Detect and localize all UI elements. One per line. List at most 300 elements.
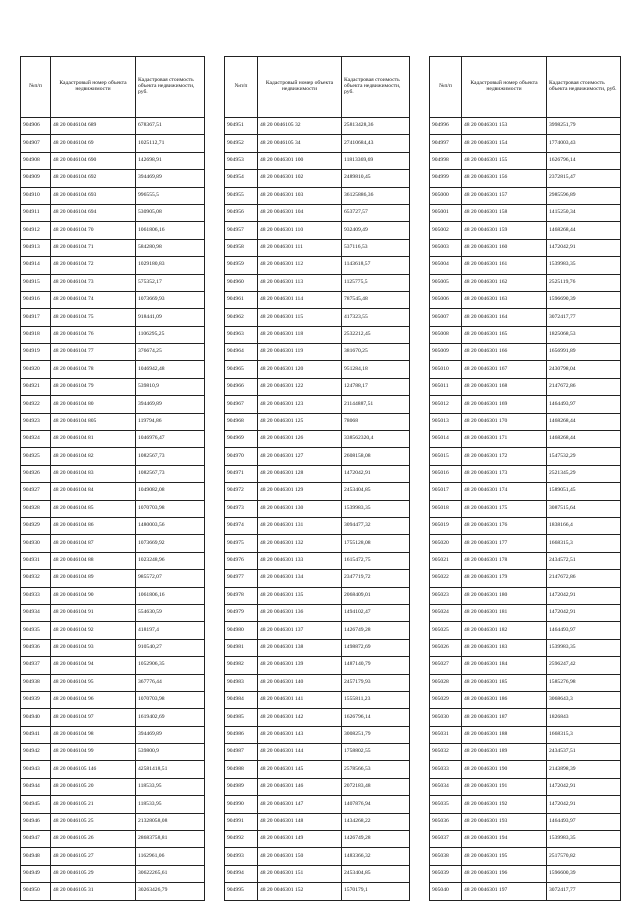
cell-cadastral-value: 1758802,55 bbox=[342, 744, 410, 761]
cell-cadastral-value: 1615472,75 bbox=[342, 552, 410, 569]
cell-num: 904923 bbox=[21, 413, 51, 430]
cell-cadastral-number: 48 20 0046301 144 bbox=[258, 744, 342, 761]
cell-cadastral-number: 48 20 0046104 96 bbox=[51, 691, 136, 708]
cell-num: 904986 bbox=[225, 726, 258, 743]
cell-cadastral-value: 1464493,97 bbox=[547, 622, 621, 639]
cell-cadastral-number: 48 20 0046301 125 bbox=[258, 413, 342, 430]
table-row bbox=[21, 239, 205, 256]
cell-cadastral-number: 48 20 0046104 690 bbox=[51, 152, 136, 169]
cell-cadastral-value: 1539983,35 bbox=[342, 500, 410, 517]
cell-cadastral-value: 1426749,28 bbox=[342, 831, 410, 848]
cell-num: 904931 bbox=[21, 552, 51, 569]
cell-cadastral-value: 1626796,14 bbox=[547, 152, 621, 169]
table-row bbox=[21, 691, 205, 708]
cell-cadastral-value: 1774003,43 bbox=[547, 135, 621, 152]
cell-cadastral-value: 1755128,08 bbox=[342, 535, 410, 552]
cell-cadastral-value: 2372815,47 bbox=[547, 170, 621, 187]
cadastral-table-3 bbox=[429, 56, 621, 901]
table-row bbox=[225, 222, 410, 239]
cell-cadastral-number: 48 20 0046104 76 bbox=[51, 326, 136, 343]
cell-cadastral-number: 48 20 0046104 692 bbox=[51, 170, 136, 187]
cell-cadastral-value: 932409,49 bbox=[342, 222, 410, 239]
cell-num: 905007 bbox=[430, 309, 462, 326]
cell-num: 904978 bbox=[225, 587, 258, 604]
cell-num: 904942 bbox=[21, 744, 51, 761]
cell-cadastral-number: 48 20 0046301 130 bbox=[258, 500, 342, 517]
cell-cadastral-number: 48 20 0046301 127 bbox=[258, 448, 342, 465]
cell-num: 904948 bbox=[21, 848, 51, 865]
cell-cadastral-value: 1626796,14 bbox=[342, 709, 410, 726]
cell-cadastral-number: 48 20 0046301 158 bbox=[462, 204, 547, 221]
cell-cadastral-value: 42581418,51 bbox=[136, 761, 205, 778]
cell-cadastral-number: 48 20 0046104 89 bbox=[51, 570, 136, 587]
table-row bbox=[225, 778, 410, 795]
table-row bbox=[225, 744, 410, 761]
cell-cadastral-value: 2985596,89 bbox=[547, 187, 621, 204]
cell-cadastral-value: 2578566,53 bbox=[342, 761, 410, 778]
cell-cadastral-value: 1434268,22 bbox=[342, 813, 410, 830]
cell-num: 905008 bbox=[430, 326, 462, 343]
cell-cadastral-number: 48 20 0046301 136 bbox=[258, 604, 342, 621]
cell-cadastral-number: 48 20 0046301 173 bbox=[462, 465, 547, 482]
cell-cadastral-number: 48 20 0046301 190 bbox=[462, 761, 547, 778]
cell-num: 905009 bbox=[430, 344, 462, 361]
cell-num: 904950 bbox=[21, 883, 51, 900]
cell-cadastral-number: 48 20 0046104 92 bbox=[51, 622, 136, 639]
cell-cadastral-value: 1025112,71 bbox=[136, 135, 205, 152]
table-row bbox=[430, 709, 621, 726]
cell-num: 904906 bbox=[21, 118, 51, 135]
cell-num: 905002 bbox=[430, 222, 462, 239]
table-row bbox=[430, 361, 621, 378]
cell-cadastral-number: 48 20 0046301 171 bbox=[462, 431, 547, 448]
cell-cadastral-number: 48 20 0046301 184 bbox=[462, 657, 547, 674]
cell-cadastral-value: 142698,91 bbox=[136, 152, 205, 169]
cell-cadastral-number: 48 20 0046301 155 bbox=[462, 152, 547, 169]
cell-cadastral-number: 48 20 0046301 118 bbox=[258, 326, 342, 343]
cell-cadastral-value: 530905,08 bbox=[136, 204, 205, 221]
table-row bbox=[225, 552, 410, 569]
table-row bbox=[21, 552, 205, 569]
cell-cadastral-value: 417323,55 bbox=[342, 309, 410, 326]
cell-num: 904927 bbox=[21, 483, 51, 500]
table-row bbox=[21, 204, 205, 221]
cell-cadastral-number: 48 20 0046301 134 bbox=[258, 570, 342, 587]
cell-cadastral-number: 48 20 0046104 80 bbox=[51, 396, 136, 413]
table-row bbox=[225, 831, 410, 848]
cell-cadastral-number: 48 20 0046301 191 bbox=[462, 778, 547, 795]
table-row bbox=[225, 274, 410, 291]
cell-cadastral-number: 48 20 0046301 164 bbox=[462, 309, 547, 326]
cell-cadastral-number: 48 20 0046104 82 bbox=[51, 448, 136, 465]
cell-num: 905035 bbox=[430, 796, 462, 813]
table-row bbox=[430, 535, 621, 552]
cell-cadastral-number: 48 20 0046105 27 bbox=[51, 848, 136, 865]
cell-cadastral-number: 48 20 0046301 131 bbox=[258, 517, 342, 534]
cell-cadastral-number: 48 20 0046104 79 bbox=[51, 378, 136, 395]
cell-num: 904908 bbox=[21, 152, 51, 169]
cell-num: 905001 bbox=[430, 204, 462, 221]
cell-cadastral-number: 48 20 0046104 74 bbox=[51, 291, 136, 308]
cell-num: 905031 bbox=[430, 726, 462, 743]
cell-cadastral-value: 1589051,45 bbox=[547, 483, 621, 500]
cell-cadastral-value: 2434537,51 bbox=[547, 744, 621, 761]
cell-cadastral-number: 48 20 0046105 20 bbox=[51, 778, 136, 795]
table-row bbox=[225, 813, 410, 830]
table-row bbox=[225, 396, 410, 413]
table-row bbox=[430, 552, 621, 569]
cell-cadastral-value: 1596690,39 bbox=[547, 291, 621, 308]
cell-cadastral-number: 48 20 0046301 186 bbox=[462, 691, 547, 708]
header-num: №п/п bbox=[225, 57, 258, 118]
cell-cadastral-number: 48 20 0046301 196 bbox=[462, 865, 547, 882]
cell-num: 904965 bbox=[225, 361, 258, 378]
cell-num: 904989 bbox=[225, 778, 258, 795]
cell-cadastral-number: 48 20 0046105 146 bbox=[51, 761, 136, 778]
cell-num: 905024 bbox=[430, 604, 462, 621]
table-row bbox=[430, 831, 621, 848]
cell-cadastral-value: 28683758,81 bbox=[136, 831, 205, 848]
table-row bbox=[225, 361, 410, 378]
cell-cadastral-number: 48 20 0046104 87 bbox=[51, 535, 136, 552]
table-row bbox=[225, 796, 410, 813]
table-row bbox=[225, 622, 410, 639]
cell-cadastral-value: 1061806,16 bbox=[136, 587, 205, 604]
table-row bbox=[225, 883, 410, 900]
cell-cadastral-value: 118533,95 bbox=[136, 796, 205, 813]
cell-cadastral-number: 48 20 0046104 805 bbox=[51, 413, 136, 430]
cell-cadastral-number: 48 20 0046301 102 bbox=[258, 170, 342, 187]
cell-num: 904985 bbox=[225, 709, 258, 726]
cell-cadastral-number: 48 20 0046104 73 bbox=[51, 274, 136, 291]
cell-cadastral-value: 678367,51 bbox=[136, 118, 205, 135]
table-row bbox=[21, 761, 205, 778]
table-row bbox=[21, 152, 205, 169]
cell-cadastral-number: 48 20 0046105 34 bbox=[258, 135, 342, 152]
cell-cadastral-number: 48 20 0046301 146 bbox=[258, 778, 342, 795]
cell-cadastral-number: 48 20 0046104 78 bbox=[51, 361, 136, 378]
table-row bbox=[430, 118, 621, 135]
cell-num: 905019 bbox=[430, 517, 462, 534]
cell-cadastral-value: 27410684,43 bbox=[342, 135, 410, 152]
cell-cadastral-value: 2489810,45 bbox=[342, 170, 410, 187]
table-row bbox=[225, 257, 410, 274]
table-row bbox=[21, 674, 205, 691]
table-row bbox=[430, 500, 621, 517]
cell-cadastral-number: 48 20 0046104 69 bbox=[51, 135, 136, 152]
cell-num: 904928 bbox=[21, 500, 51, 517]
cell-cadastral-number: 48 20 0046301 159 bbox=[462, 222, 547, 239]
cell-cadastral-value: 119794,86 bbox=[136, 413, 205, 430]
cell-num: 904937 bbox=[21, 657, 51, 674]
cell-num: 904966 bbox=[225, 378, 258, 395]
cell-cadastral-value: 1426749,28 bbox=[342, 622, 410, 639]
cell-cadastral-number: 48 20 0046301 114 bbox=[258, 291, 342, 308]
cell-cadastral-number: 48 20 0046104 85 bbox=[51, 500, 136, 517]
cell-cadastral-number: 48 20 0046104 71 bbox=[51, 239, 136, 256]
table-row bbox=[430, 204, 621, 221]
cell-num: 905033 bbox=[430, 761, 462, 778]
table-row bbox=[21, 778, 205, 795]
table-row bbox=[21, 726, 205, 743]
cell-cadastral-value: 1407876,94 bbox=[342, 796, 410, 813]
table-row bbox=[430, 639, 621, 656]
table-row bbox=[225, 865, 410, 882]
cell-num: 904972 bbox=[225, 483, 258, 500]
cell-num: 904959 bbox=[225, 257, 258, 274]
cell-num: 904968 bbox=[225, 413, 258, 430]
header-num: №п/п bbox=[430, 57, 462, 118]
table-row bbox=[430, 570, 621, 587]
cell-num: 904962 bbox=[225, 309, 258, 326]
cell-num: 904973 bbox=[225, 500, 258, 517]
cell-cadastral-value: 2525119,76 bbox=[547, 274, 621, 291]
cell-num: 905028 bbox=[430, 674, 462, 691]
cell-cadastral-number: 48 20 0046104 70 bbox=[51, 222, 136, 239]
cell-cadastral-number: 48 20 0046301 187 bbox=[462, 709, 547, 726]
cell-num: 905020 bbox=[430, 535, 462, 552]
cell-cadastral-value: 1070703,98 bbox=[136, 691, 205, 708]
cell-num: 904997 bbox=[430, 135, 462, 152]
table-row bbox=[21, 170, 205, 187]
cell-num: 904922 bbox=[21, 396, 51, 413]
cell-cadastral-number: 48 20 0046105 25 bbox=[51, 813, 136, 830]
cell-num: 905003 bbox=[430, 239, 462, 256]
cell-num: 905027 bbox=[430, 657, 462, 674]
table-row bbox=[225, 413, 410, 430]
table-row bbox=[225, 657, 410, 674]
cell-cadastral-value: 1472042,91 bbox=[547, 604, 621, 621]
cell-num: 905026 bbox=[430, 639, 462, 656]
cell-cadastral-value: 951284,18 bbox=[342, 361, 410, 378]
cell-cadastral-number: 48 20 0046301 122 bbox=[258, 378, 342, 395]
cell-num: 904954 bbox=[225, 170, 258, 187]
cell-cadastral-value: 338562320,4 bbox=[342, 431, 410, 448]
header-value: Кадастровая стоимость объекта недвижимости, руб. bbox=[342, 57, 410, 118]
header-cadastral: Кадастровый номер объекта недвижимости bbox=[51, 57, 136, 118]
cell-num: 904964 bbox=[225, 344, 258, 361]
cell-cadastral-number: 48 20 0046104 91 bbox=[51, 604, 136, 621]
cell-cadastral-number: 48 20 0046301 179 bbox=[462, 570, 547, 587]
cell-cadastral-value: 1668315,3 bbox=[547, 726, 621, 743]
table-row bbox=[430, 239, 621, 256]
cell-num: 904910 bbox=[21, 187, 51, 204]
table-row bbox=[21, 483, 205, 500]
cell-num: 904957 bbox=[225, 222, 258, 239]
cell-cadastral-number: 48 20 0046104 93 bbox=[51, 639, 136, 656]
cell-cadastral-value: 25813428,36 bbox=[342, 118, 410, 135]
table-row bbox=[430, 778, 621, 795]
cell-cadastral-value: 3008251,79 bbox=[342, 726, 410, 743]
cell-num: 904987 bbox=[225, 744, 258, 761]
cell-num: 904963 bbox=[225, 326, 258, 343]
cell-num: 904946 bbox=[21, 813, 51, 830]
table-row bbox=[430, 691, 621, 708]
table-row bbox=[225, 674, 410, 691]
cell-cadastral-number: 48 20 0046301 151 bbox=[258, 865, 342, 882]
cell-cadastral-number: 48 20 0046301 115 bbox=[258, 309, 342, 326]
cell-cadastral-value: 2457179,93 bbox=[342, 674, 410, 691]
cell-num: 905018 bbox=[430, 500, 462, 517]
cell-cadastral-number: 48 20 0046301 149 bbox=[258, 831, 342, 848]
cell-num: 904969 bbox=[225, 431, 258, 448]
cell-cadastral-value: 394469,89 bbox=[136, 726, 205, 743]
cell-cadastral-number: 48 20 0046301 100 bbox=[258, 152, 342, 169]
table-row bbox=[21, 222, 205, 239]
cell-num: 904996 bbox=[430, 118, 462, 135]
cell-cadastral-value: 1073669,93 bbox=[136, 291, 205, 308]
table-body bbox=[430, 118, 621, 901]
cell-num: 904975 bbox=[225, 535, 258, 552]
table-row bbox=[21, 309, 205, 326]
table-row bbox=[430, 604, 621, 621]
table-row bbox=[430, 396, 621, 413]
cell-num: 904914 bbox=[21, 257, 51, 274]
cell-num: 905030 bbox=[430, 709, 462, 726]
cell-cadastral-value: 30263426,79 bbox=[136, 883, 205, 900]
cell-cadastral-number: 48 20 0046301 183 bbox=[462, 639, 547, 656]
cell-cadastral-number: 48 20 0046301 133 bbox=[258, 552, 342, 569]
cell-cadastral-value: 78068 bbox=[342, 413, 410, 430]
cell-cadastral-value: 1472042,91 bbox=[547, 239, 621, 256]
cell-num: 904952 bbox=[225, 135, 258, 152]
header-cadastral: Кадастровый номер объекта недвижимости bbox=[258, 57, 342, 118]
table-row bbox=[225, 691, 410, 708]
cell-cadastral-value: 3068643,3 bbox=[547, 691, 621, 708]
table-row bbox=[21, 500, 205, 517]
table-row bbox=[225, 726, 410, 743]
cell-num: 904951 bbox=[225, 118, 258, 135]
cell-num: 905021 bbox=[430, 552, 462, 569]
table-row bbox=[225, 587, 410, 604]
cell-cadastral-value: 1656991,89 bbox=[547, 344, 621, 361]
table-header-row bbox=[225, 57, 410, 118]
cell-cadastral-number: 48 20 0046301 150 bbox=[258, 848, 342, 865]
table-row bbox=[430, 309, 621, 326]
cell-cadastral-value: 1472042,91 bbox=[547, 778, 621, 795]
cell-num: 904925 bbox=[21, 448, 51, 465]
cell-num: 905000 bbox=[430, 187, 462, 204]
cell-cadastral-value: 1070703,98 bbox=[136, 500, 205, 517]
cell-cadastral-value: 2521345,29 bbox=[547, 465, 621, 482]
cell-cadastral-number: 48 20 0046104 75 bbox=[51, 309, 136, 326]
cell-cadastral-number: 48 20 0046301 195 bbox=[462, 848, 547, 865]
cell-cadastral-value: 394469,89 bbox=[136, 396, 205, 413]
cell-cadastral-number: 48 20 0046104 693 bbox=[51, 187, 136, 204]
table-row bbox=[21, 639, 205, 656]
table-row bbox=[225, 761, 410, 778]
table-row bbox=[21, 535, 205, 552]
cell-num: 904945 bbox=[21, 796, 51, 813]
table-row bbox=[430, 622, 621, 639]
cell-cadastral-value: 1539983,35 bbox=[547, 257, 621, 274]
cell-cadastral-value: 787545,48 bbox=[342, 291, 410, 308]
cell-num: 905012 bbox=[430, 396, 462, 413]
cell-num: 904918 bbox=[21, 326, 51, 343]
table-row bbox=[225, 639, 410, 656]
cell-num: 904924 bbox=[21, 431, 51, 448]
table-row bbox=[21, 291, 205, 308]
cell-cadastral-number: 48 20 0046301 194 bbox=[462, 831, 547, 848]
cell-num: 904976 bbox=[225, 552, 258, 569]
table-row bbox=[430, 865, 621, 882]
cell-cadastral-value: 1468268,44 bbox=[547, 431, 621, 448]
cell-num: 904919 bbox=[21, 344, 51, 361]
cell-cadastral-number: 48 20 0046301 147 bbox=[258, 796, 342, 813]
cell-num: 905039 bbox=[430, 865, 462, 882]
cell-num: 904939 bbox=[21, 691, 51, 708]
table-row bbox=[430, 744, 621, 761]
cell-num: 904921 bbox=[21, 378, 51, 395]
cell-cadastral-value: 1082567,73 bbox=[136, 465, 205, 482]
table-row bbox=[21, 709, 205, 726]
cadastral-table-1 bbox=[20, 56, 205, 901]
cell-num: 904911 bbox=[21, 204, 51, 221]
table-row bbox=[225, 344, 410, 361]
table-row bbox=[430, 465, 621, 482]
table-row bbox=[430, 170, 621, 187]
cell-cadastral-number: 48 20 0046301 152 bbox=[258, 883, 342, 900]
cell-num: 904941 bbox=[21, 726, 51, 743]
cell-cadastral-number: 48 20 0046104 72 bbox=[51, 257, 136, 274]
table-row bbox=[430, 413, 621, 430]
cell-num: 904960 bbox=[225, 274, 258, 291]
cell-num: 904992 bbox=[225, 831, 258, 848]
table-header-row bbox=[21, 57, 205, 118]
cell-cadastral-number: 48 20 0046301 175 bbox=[462, 500, 547, 517]
cell-cadastral-value: 2068409,01 bbox=[342, 587, 410, 604]
cell-cadastral-value: 1825068,53 bbox=[547, 326, 621, 343]
table-row bbox=[21, 865, 205, 882]
cell-cadastral-number: 48 20 0046301 160 bbox=[462, 239, 547, 256]
table-row bbox=[430, 152, 621, 169]
cell-cadastral-value: 575352,17 bbox=[136, 274, 205, 291]
table-row bbox=[225, 535, 410, 552]
cell-cadastral-value: 1494102,47 bbox=[342, 604, 410, 621]
cell-num: 905004 bbox=[430, 257, 462, 274]
cell-cadastral-value: 985572,07 bbox=[136, 570, 205, 587]
cell-cadastral-number: 48 20 0046301 193 bbox=[462, 813, 547, 830]
table-row bbox=[225, 604, 410, 621]
cell-cadastral-value: 1029180,83 bbox=[136, 257, 205, 274]
cell-num: 904930 bbox=[21, 535, 51, 552]
table-row bbox=[225, 570, 410, 587]
table-body bbox=[21, 118, 205, 901]
cell-cadastral-number: 48 20 0046301 137 bbox=[258, 622, 342, 639]
cell-num: 904949 bbox=[21, 865, 51, 882]
cell-num: 904999 bbox=[430, 170, 462, 187]
cell-cadastral-number: 48 20 0046301 123 bbox=[258, 396, 342, 413]
cell-cadastral-number: 48 20 0046301 188 bbox=[462, 726, 547, 743]
cell-cadastral-number: 48 20 0046301 168 bbox=[462, 378, 547, 395]
cell-cadastral-number: 48 20 0046104 99 bbox=[51, 744, 136, 761]
cell-cadastral-number: 48 20 0046301 140 bbox=[258, 674, 342, 691]
table-row bbox=[430, 257, 621, 274]
cell-cadastral-value: 1472042,91 bbox=[547, 587, 621, 604]
cell-cadastral-value: 1061806,16 bbox=[136, 222, 205, 239]
table-row bbox=[225, 848, 410, 865]
cell-cadastral-value: 1468268,44 bbox=[547, 222, 621, 239]
cell-num: 904912 bbox=[21, 222, 51, 239]
cell-cadastral-value: 1539983,35 bbox=[547, 831, 621, 848]
cell-num: 905006 bbox=[430, 291, 462, 308]
cell-cadastral-value: 1555811,23 bbox=[342, 691, 410, 708]
table-row bbox=[225, 517, 410, 534]
table-row bbox=[21, 831, 205, 848]
cell-cadastral-value: 21328058,08 bbox=[136, 813, 205, 830]
cell-cadastral-number: 48 20 0046301 172 bbox=[462, 448, 547, 465]
cell-num: 904926 bbox=[21, 465, 51, 482]
